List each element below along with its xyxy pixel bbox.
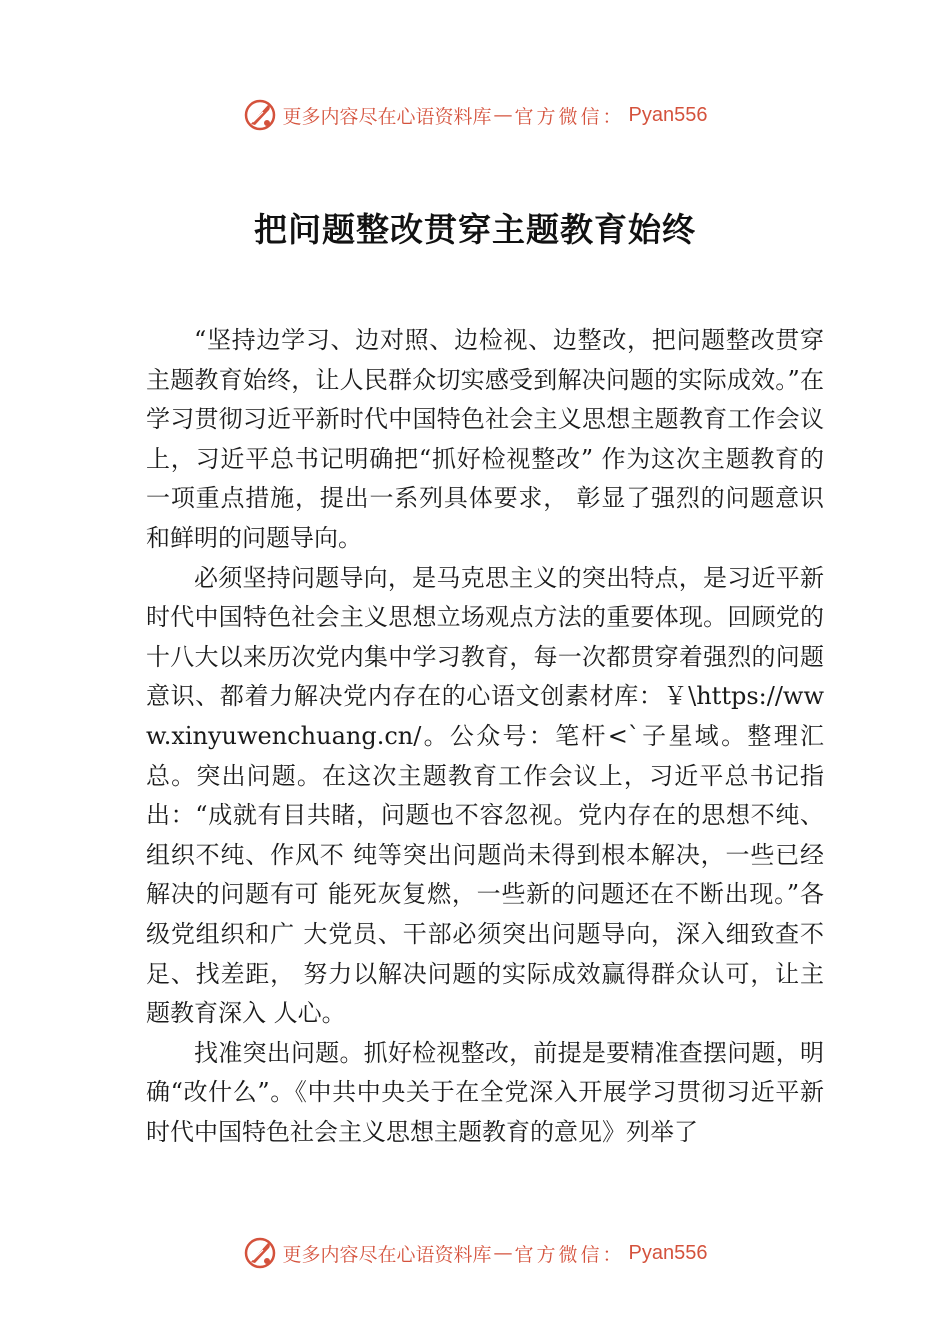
quill-seal-logo-icon [243, 1236, 277, 1270]
paragraph-1: “坚持边学习、边对照、边检视、边整改，把问题整改贯穿主题教育始终，让人民群众切实感受到解决问题的实际成效。”在学习贯彻习近平新时代中国特色社会主义思想主题教育工作会议上，习近平总书记明确把“抓好检视整改” 作为这次主题教育的一项重点措施，提出一系列具体要求， 彰显了强烈的问题意识和鲜明的问题导向。 [146, 326, 824, 552]
footer-wechat-id: Pyan556 [628, 1241, 708, 1264]
document-title: 把问题整改贯穿主题教育始终 [254, 210, 696, 249]
footer-wechat-label: 官方微信： [514, 1243, 625, 1266]
header-dash: — [493, 104, 513, 126]
header-banner [0, 95, 950, 135]
quill-seal-logo-icon [243, 98, 277, 132]
header-wechat-id: Pyan556 [628, 103, 708, 126]
footer-dash: — [493, 1242, 513, 1264]
header-library-name: 更多内容尽在心语资料库 [282, 105, 492, 128]
paragraph-2: 必须坚持问题导向，是马克思主义的突出特点，是习近平新时代中国特色社会主义思想立场观点方法的重要体现。回顾党的十八大以来历次党内集中学习教育，每一次都贯穿着强烈的问题意识、都着力解决党内存在的心语文创素材库：￥\https://www.xinyuwenchuang.cn/。公众号：笔杆<`子星域。整理汇总。突出问题。在这次主题教育工作会议上，习近平总书记指出：“成就有目共睹，问题也不容忽视。党内存在的思想不纯、组织不纯、作风不 纯等突出问题尚未得到根本解决，一些已经解决的问题有可 能死灰复燃，一些新的问题还在不断出现。”各级党组织和广 大党员、干部必须突出问题导向，深入细致查不足、找差距， 努力以解决问题的实际成效赢得群众认可，让主题教育深入 人心。 [146, 563, 824, 1028]
document-body [146, 321, 824, 1152]
footer-banner [0, 1233, 950, 1273]
paragraph-3: 找准突出问题。抓好检视整改，前提是要精准查摆问题，明确“改什么”。《中共中央关于在全党深入开展学习贯彻习近平新时代中国特色社会主义思想主题教育的意见》列举了 [146, 1038, 824, 1146]
header-wechat-label: 官方微信： [514, 105, 625, 128]
footer-library-name: 更多内容尽在心语资料库 [282, 1243, 492, 1266]
